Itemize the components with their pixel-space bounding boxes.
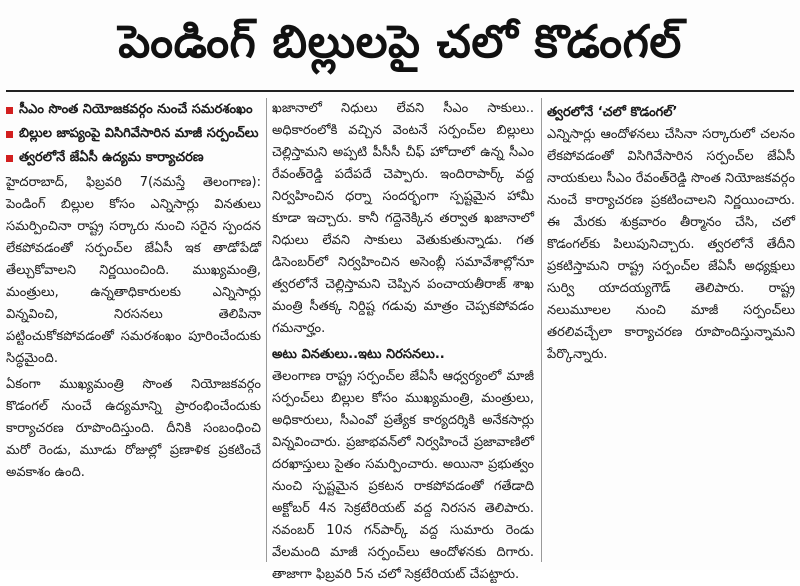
red-square-bullet-icon [6, 107, 13, 114]
subheading: త్వరలోనే ‘చలో కొడంగల్’ [547, 105, 678, 120]
highlight-text: బిల్లుల జాప్యంపై విసిగివేసారిన మాజీ సర్పంచ్‌లు [19, 126, 259, 141]
article-paragraph: హైదరాబాద్, ఫిబ్రవరి 7(నమస్తే తెలంగాణ): పెండింగ్ బిల్లుల కోసం ఎన్నిసార్లు వినతులు సమర్పించినా రాష్ట్ర సర్కారు నుంచి సరైన స్పందన లేకపోవడంతో సర్పంచ్‌ల జేఏసీ ఇక తాడోపేడో తేల్చుకోవాలని నిర్ణయించింది. ముఖ్యమంత్రి, మంత్రులు, ఉన్నతాధికారులకు ఎన్నిసార్లు విన్నవించి, నిరసనలు తెలిపినా పట్టించుకోకపోవడంతో సమరశంఖం పూరించేందుకు సిద్ధమైంది. [6, 175, 261, 366]
highlight-text: సీఎం సొంత నియోజకవర్గం నుంచే సమరశంఖం [19, 102, 253, 117]
highlight-item [6, 124, 261, 144]
column-2 [272, 98, 534, 582]
highlight-item [6, 148, 261, 168]
column-3 [547, 98, 795, 564]
article-paragraph: ఎన్నిసార్లు ఆందోళనలు చేసినా సర్కారులో చలనం లేకపోవడంతో విసిగివేసారిన సర్పంచ్‌ల జేఏసీ నాయకులు సీఎం రేవంత్‌రెడ్డి సొంత నియోజకవర్గం నుంచే కార్యాచరణ ప్రకటించాలని నిర్ణయించారు. ఈ మేరకు శుక్రవారం తీర్మానం చేసి, చలో కొడంగల్‌కు పిలుపునిచ్చారు. త్వరలోనే తేదీని ప్రకటిస్తామని రాష్ట్ర సర్పంచ్‌ల జేఏసీ అధ్యక్షులు సుర్వి యాదయ్యగౌడ్ తెలిపారు. రాష్ట్ర నలుమూలల నుంచి మాజీ సర్పంచ్‌లు తరలివచ్చేలా కార్యాచరణ రూపొందిస్తున్నామని పేర్కొన్నారు. [547, 127, 795, 362]
article-paragraph: తెలంగాణ రాష్ట్ర సర్పంచ్‌ల జేఏసీ ఆధ్వర్యంలో మాజీ సర్పంచ్‌లు బిల్లుల కోసం ముఖ్యమంత్రి, మంత్రులు, అధికారులు, సీఎంవో ప్రత్యేక కార్యదర్శికి అనేకసార్లు విన్నవించారు. ప్రజాభవన్‌లో నిర్వహించే ప్రజావాణిలో దరఖాస్తులు సైతం సమర్పించారు. అయినా ప్రభుత్వం నుంచి స్పష్టమైన ప్రకటన రాకపోవడంతో గతేడాది అక్టోబర్ 4న సెక్రటేరియట్ వద్ద నిరసన తెలిపారు. నవంబర్ 10న గన్‌పార్క్ వద్ద సుమారు రెండు వేలమంది మాజీ సర్పంచ్‌లు ఆందోళనకు దిగారు. తాజాగా ఫిబ్రవరి 5న చలో సెక్రటేరియట్ చేపట్టారు. [272, 369, 534, 582]
highlights-list [6, 100, 261, 168]
headline: పెండింగ్ బిల్లులపై చలో కొడంగల్ [118, 15, 682, 68]
article-paragraph: ఖజానాలో నిధులు లేవని సీఎం సాకులు.. అధికారంలోకి వచ్చిన వెంటనే సర్పంచ్‌ల బిల్లులు చెల్లిస్తామని అప్పటి పీసీసీ చీఫ్ హోదాలో ఉన్న సీఎం రేవంత్‌రెడ్డి పదేపదే చెప్పారు. ఇందిరాపార్క్ వద్ద నిర్వహించిన ధర్నా సందర్భంగా స్పష్టమైన హామీ కూడా ఇచ్చారు. కానీ గద్దెనెక్కిన తర్వాత ఖజానాలో నిధులు లేవని సాకులు వెతుకుతున్నాడు. గత డిసెంబర్‌లో నిర్వహించిన అసెంబ్లీ సమావేశాల్లోనూ త్వరలోనే చెల్లిస్తామని చెప్పిన పంచాయతీరాజ్ శాఖ మంత్రి సీతక్క నిర్దిష్ట గడువు మాత్రం చెప్పకపోవడం గమనార్హం. [272, 101, 534, 336]
highlight-text: త్వరలోనే జేఏసీ ఉద్యమ కార్యాచరణ [19, 150, 204, 165]
headline-divider [6, 90, 794, 92]
red-square-bullet-icon [6, 131, 13, 138]
column-divider [541, 98, 542, 562]
red-square-bullet-icon [6, 155, 13, 162]
highlight-item [6, 100, 261, 120]
subheading: అటు వినతులు..ఇటు నిరసనలు.. [272, 347, 445, 362]
column-1 [6, 98, 261, 564]
column-divider [266, 98, 267, 562]
article-paragraph: ఏకంగా ముఖ్యమంత్రి సొంత నియోజకవర్గం కొడంగల్ నుంచే ఉద్యమాన్ని ప్రారంభించేందుకు కార్యాచరణ రూపొందిస్తుంది. దీనికి సంబంధించి మరో రెండు, మూడు రోజుల్లో ప్రణాళిక ప్రకటించే అవకాశం ఉంది. [6, 377, 261, 480]
